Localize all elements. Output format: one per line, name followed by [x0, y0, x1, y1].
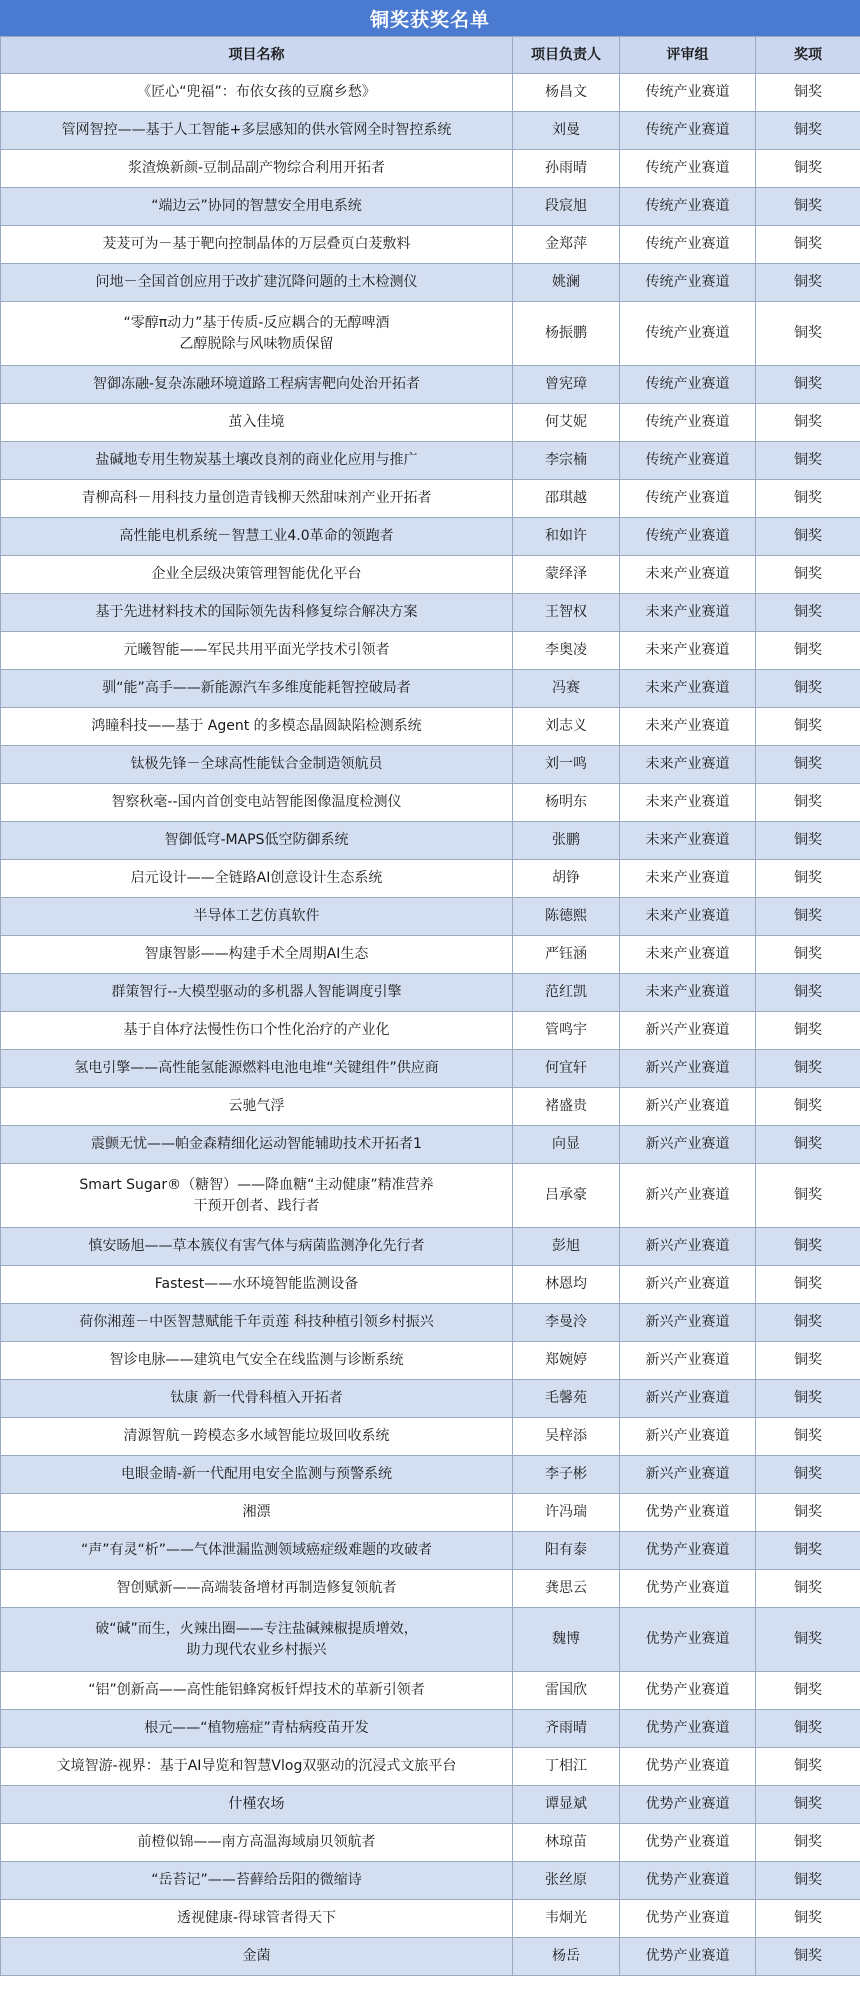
table-row [1, 226, 860, 264]
cell-award: 铜奖 [756, 264, 860, 302]
table-row [1, 264, 860, 302]
cell-project-name: 电眼金睛-新一代配用电安全监测与预警系统 [1, 1456, 513, 1494]
cell-award: 铜奖 [756, 1304, 860, 1342]
cell-award: 铜奖 [756, 480, 860, 518]
cell-project-leader: 李曼泠 [513, 1304, 620, 1342]
cell-review-group: 未来产业赛道 [620, 632, 756, 670]
cell-review-group: 传统产业赛道 [620, 404, 756, 442]
cell-project-name: 《匠心“兜福”：布依女孩的豆腐乡愁》 [1, 74, 513, 112]
cell-project-leader: 吴梓添 [513, 1418, 620, 1456]
table-row [1, 150, 860, 188]
header-row [1, 37, 860, 74]
cell-award: 铜奖 [756, 632, 860, 670]
cell-project-name: 鸿瞳科技——基于 Agent 的多模态晶圆缺陷检测系统 [1, 708, 513, 746]
cell-project-name: 智创赋新——高端装备增材再制造修复领航者 [1, 1570, 513, 1608]
cell-project-leader: 李宗楠 [513, 442, 620, 480]
cell-project-leader: 姚澜 [513, 264, 620, 302]
table-row [1, 708, 860, 746]
table-row [1, 822, 860, 860]
cell-review-group: 未来产业赛道 [620, 708, 756, 746]
cell-project-leader: 杨岳 [513, 1938, 620, 1976]
table-row [1, 366, 860, 404]
cell-review-group: 传统产业赛道 [620, 112, 756, 150]
table-row [1, 670, 860, 708]
cell-project-leader: 孙雨晴 [513, 150, 620, 188]
cell-project-name: “铝”创新高——高性能铝蜂窝板钎焊技术的革新引领者 [1, 1672, 513, 1710]
cell-project-leader: 林恩均 [513, 1266, 620, 1304]
table-row [1, 480, 860, 518]
cell-project-name: “岳苔记”——苔藓给岳阳的微缩诗 [1, 1862, 513, 1900]
cell-project-name: 智御低穹-MAPS低空防御系统 [1, 822, 513, 860]
cell-project-name: 企业全层级决策管理智能优化平台 [1, 556, 513, 594]
table-row [1, 1088, 860, 1126]
cell-review-group: 未来产业赛道 [620, 746, 756, 784]
table-row [1, 1456, 860, 1494]
cell-project-leader: 杨明东 [513, 784, 620, 822]
table-row [1, 1900, 860, 1938]
cell-award: 铜奖 [756, 1164, 860, 1228]
cell-award: 铜奖 [756, 1532, 860, 1570]
cell-award: 铜奖 [756, 1266, 860, 1304]
table-row [1, 1342, 860, 1380]
cell-project-name: 荷你湘莲－中医智慧赋能千年贡莲 科技种植引领乡村振兴 [1, 1304, 513, 1342]
cell-project-name: 什槿农场 [1, 1786, 513, 1824]
table-row [1, 1164, 860, 1228]
cell-review-group: 新兴产业赛道 [620, 1088, 756, 1126]
cell-project-leader: 刘一鸣 [513, 746, 620, 784]
cell-project-leader: 阳有泰 [513, 1532, 620, 1570]
cell-review-group: 优势产业赛道 [620, 1786, 756, 1824]
cell-project-leader: 谭显斌 [513, 1786, 620, 1824]
cell-award: 铜奖 [756, 1608, 860, 1672]
table-row [1, 784, 860, 822]
cell-award: 铜奖 [756, 302, 860, 366]
cell-project-leader: 刘曼 [513, 112, 620, 150]
table-row [1, 556, 860, 594]
cell-award: 铜奖 [756, 898, 860, 936]
table-row [1, 302, 860, 366]
cell-project-name: 盐碱地专用生物炭基土壤改良剂的商业化应用与推广 [1, 442, 513, 480]
cell-project-name: 智诊电脉——建筑电气安全在线监测与诊断系统 [1, 1342, 513, 1380]
table-row [1, 1748, 860, 1786]
cell-review-group: 新兴产业赛道 [620, 1342, 756, 1380]
cell-project-name: 破“碱”而生，火辣出圈——专注盐碱辣椒提质增效， 助力现代农业乡村振兴 [1, 1608, 513, 1672]
cell-award: 铜奖 [756, 594, 860, 632]
cell-review-group: 新兴产业赛道 [620, 1126, 756, 1164]
header-project-name: 项目名称 [1, 37, 513, 74]
cell-project-name: “端边云”协同的智慧安全用电系统 [1, 188, 513, 226]
cell-project-name: 茇茇可为－基于靶向控制晶体的万层叠页白茇敷料 [1, 226, 513, 264]
cell-project-name: 根元——“植物癌症”青枯病疫苗开发 [1, 1710, 513, 1748]
cell-project-name: 管网智控——基于人工智能+多层感知的供水管网全时智控系统 [1, 112, 513, 150]
cell-project-name: 浆渣焕新颜-豆制品副产物综合利用开拓者 [1, 150, 513, 188]
cell-review-group: 新兴产业赛道 [620, 1456, 756, 1494]
table-row [1, 404, 860, 442]
cell-award: 铜奖 [756, 860, 860, 898]
table-row [1, 1938, 860, 1976]
cell-project-name: 基于先进材料技术的国际领先齿科修复综合解决方案 [1, 594, 513, 632]
table-row [1, 1532, 860, 1570]
cell-award: 铜奖 [756, 1126, 860, 1164]
cell-project-leader: 李子彬 [513, 1456, 620, 1494]
cell-project-leader: 陈德熙 [513, 898, 620, 936]
cell-project-leader: 雷国欣 [513, 1672, 620, 1710]
list-title: 铜奖获奖名单 [0, 0, 860, 36]
cell-award: 铜奖 [756, 822, 860, 860]
cell-project-leader: 冯赛 [513, 670, 620, 708]
cell-award: 铜奖 [756, 226, 860, 264]
cell-award: 铜奖 [756, 708, 860, 746]
cell-review-group: 未来产业赛道 [620, 556, 756, 594]
cell-award: 铜奖 [756, 1824, 860, 1862]
award-table [0, 36, 860, 1976]
cell-review-group: 未来产业赛道 [620, 822, 756, 860]
cell-project-leader: 韦炯光 [513, 1900, 620, 1938]
table-row [1, 442, 860, 480]
cell-project-name: 元曦智能——军民共用平面光学技术引领者 [1, 632, 513, 670]
cell-project-leader: 林琼苗 [513, 1824, 620, 1862]
cell-review-group: 传统产业赛道 [620, 188, 756, 226]
cell-project-name: 高性能电机系统－智慧工业4.0革命的领跑者 [1, 518, 513, 556]
cell-award: 铜奖 [756, 1862, 860, 1900]
cell-review-group: 传统产业赛道 [620, 518, 756, 556]
cell-project-leader: 何宜轩 [513, 1050, 620, 1088]
cell-project-name: 钛康 新一代骨科植入开拓者 [1, 1380, 513, 1418]
table-row [1, 1012, 860, 1050]
cell-award: 铜奖 [756, 936, 860, 974]
table-row [1, 112, 860, 150]
cell-award: 铜奖 [756, 1938, 860, 1976]
cell-project-leader: 张丝原 [513, 1862, 620, 1900]
cell-award: 铜奖 [756, 746, 860, 784]
table-row [1, 974, 860, 1012]
cell-review-group: 未来产业赛道 [620, 974, 756, 1012]
cell-award: 铜奖 [756, 556, 860, 594]
cell-award: 铜奖 [756, 1012, 860, 1050]
cell-award: 铜奖 [756, 1228, 860, 1266]
cell-review-group: 优势产业赛道 [620, 1862, 756, 1900]
cell-project-leader: 段宸旭 [513, 188, 620, 226]
cell-project-name: 钛极先锋－全球高性能钛合金制造领航员 [1, 746, 513, 784]
cell-award: 铜奖 [756, 1786, 860, 1824]
cell-project-name: 智察秋毫--国内首创变电站智能图像温度检测仪 [1, 784, 513, 822]
cell-award: 铜奖 [756, 1710, 860, 1748]
cell-project-leader: 张鹏 [513, 822, 620, 860]
cell-review-group: 传统产业赛道 [620, 150, 756, 188]
cell-award: 铜奖 [756, 442, 860, 480]
cell-review-group: 优势产业赛道 [620, 1570, 756, 1608]
cell-award: 铜奖 [756, 404, 860, 442]
cell-review-group: 传统产业赛道 [620, 480, 756, 518]
table-row [1, 1824, 860, 1862]
cell-project-name: 震颤无忧——帕金森精细化运动智能辅助技术开拓者1 [1, 1126, 513, 1164]
cell-review-group: 新兴产业赛道 [620, 1164, 756, 1228]
table-row [1, 1494, 860, 1532]
cell-project-name: 云驰气浮 [1, 1088, 513, 1126]
cell-project-name: 文境智游-视界：基于AI导览和智慧Vlog双驱动的沉浸式文旅平台 [1, 1748, 513, 1786]
cell-award: 铜奖 [756, 518, 860, 556]
header-project-leader: 项目负责人 [513, 37, 620, 74]
cell-review-group: 未来产业赛道 [620, 670, 756, 708]
cell-award: 铜奖 [756, 974, 860, 1012]
cell-award: 铜奖 [756, 1494, 860, 1532]
cell-project-name: 半导体工艺仿真软件 [1, 898, 513, 936]
cell-review-group: 传统产业赛道 [620, 366, 756, 404]
cell-project-leader: 何艾妮 [513, 404, 620, 442]
cell-project-name: 氢电引擎——高性能氢能源燃料电池电堆“关键组件”供应商 [1, 1050, 513, 1088]
cell-project-name: 金菌 [1, 1938, 513, 1976]
cell-project-name: 前橙似锦——南方高温海域扇贝领航者 [1, 1824, 513, 1862]
table-row [1, 746, 860, 784]
cell-project-leader: 王智权 [513, 594, 620, 632]
table-row [1, 936, 860, 974]
cell-project-leader: 邵琪越 [513, 480, 620, 518]
header-review-group: 评审组 [620, 37, 756, 74]
cell-project-name: 透视健康-得球管者得天下 [1, 1900, 513, 1938]
table-row [1, 898, 860, 936]
cell-review-group: 新兴产业赛道 [620, 1304, 756, 1342]
cell-project-leader: 许冯瑞 [513, 1494, 620, 1532]
cell-review-group: 未来产业赛道 [620, 784, 756, 822]
cell-award: 铜奖 [756, 150, 860, 188]
award-rows [1, 74, 860, 1976]
cell-award: 铜奖 [756, 1050, 860, 1088]
cell-review-group: 新兴产业赛道 [620, 1418, 756, 1456]
cell-project-leader: 杨振鹏 [513, 302, 620, 366]
cell-project-leader: 毛馨苑 [513, 1380, 620, 1418]
cell-project-name: 茧入佳境 [1, 404, 513, 442]
cell-project-name: 清源智航－跨模态多水域智能垃圾回收系统 [1, 1418, 513, 1456]
cell-project-leader: 管鸣宇 [513, 1012, 620, 1050]
cell-review-group: 优势产业赛道 [620, 1532, 756, 1570]
table-row [1, 1380, 860, 1418]
cell-project-leader: 范红凯 [513, 974, 620, 1012]
cell-project-name: 驯“能”高手——新能源汽车多维度能耗智控破局者 [1, 670, 513, 708]
cell-review-group: 未来产业赛道 [620, 936, 756, 974]
cell-award: 铜奖 [756, 1748, 860, 1786]
cell-award: 铜奖 [756, 1672, 860, 1710]
cell-review-group: 传统产业赛道 [620, 264, 756, 302]
cell-project-leader: 齐雨晴 [513, 1710, 620, 1748]
table-row [1, 594, 860, 632]
cell-award: 铜奖 [756, 112, 860, 150]
cell-project-name: 慎安旸旭——草本簇仪有害气体与病菌监测净化先行者 [1, 1228, 513, 1266]
cell-award: 铜奖 [756, 1456, 860, 1494]
cell-award: 铜奖 [756, 1380, 860, 1418]
cell-project-name: Smart Sugar®（糖智）——降血糖“主动健康”精准营养 干预开创者、践行者 [1, 1164, 513, 1228]
cell-project-leader: 向显 [513, 1126, 620, 1164]
cell-review-group: 传统产业赛道 [620, 442, 756, 480]
header-award: 奖项 [756, 37, 860, 74]
cell-review-group: 优势产业赛道 [620, 1900, 756, 1938]
cell-project-name: Fastest——水环境智能监测设备 [1, 1266, 513, 1304]
cell-award: 铜奖 [756, 1418, 860, 1456]
table-row [1, 1266, 860, 1304]
cell-project-leader: 和如许 [513, 518, 620, 556]
table-row [1, 1570, 860, 1608]
cell-review-group: 优势产业赛道 [620, 1938, 756, 1976]
cell-project-leader: 曾宪璋 [513, 366, 620, 404]
cell-project-name: “零醇π动力”基于传质-反应耦合的无醇啤酒 乙醇脱除与风味物质保留 [1, 302, 513, 366]
cell-project-leader: 龚思云 [513, 1570, 620, 1608]
cell-review-group: 新兴产业赛道 [620, 1012, 756, 1050]
cell-project-leader: 彭旭 [513, 1228, 620, 1266]
cell-review-group: 优势产业赛道 [620, 1824, 756, 1862]
table-row [1, 1672, 860, 1710]
cell-review-group: 传统产业赛道 [620, 74, 756, 112]
cell-project-name: 湘漂 [1, 1494, 513, 1532]
cell-review-group: 优势产业赛道 [620, 1748, 756, 1786]
cell-review-group: 未来产业赛道 [620, 898, 756, 936]
cell-award: 铜奖 [756, 784, 860, 822]
table-row [1, 518, 860, 556]
cell-review-group: 优势产业赛道 [620, 1608, 756, 1672]
cell-review-group: 优势产业赛道 [620, 1494, 756, 1532]
cell-review-group: 优势产业赛道 [620, 1672, 756, 1710]
cell-project-leader: 魏博 [513, 1608, 620, 1672]
cell-review-group: 传统产业赛道 [620, 226, 756, 264]
cell-project-name: 智御冻融-复杂冻融环境道路工程病害靶向处治开拓者 [1, 366, 513, 404]
cell-award: 铜奖 [756, 670, 860, 708]
cell-award: 铜奖 [756, 1570, 860, 1608]
cell-project-name: 基于自体疗法慢性伤口个性化治疗的产业化 [1, 1012, 513, 1050]
cell-project-leader: 李奥凌 [513, 632, 620, 670]
table-row [1, 632, 860, 670]
cell-project-name: 智康智影——构建手术全周期AI生态 [1, 936, 513, 974]
cell-project-leader: 胡铮 [513, 860, 620, 898]
cell-review-group: 新兴产业赛道 [620, 1228, 756, 1266]
cell-project-name: 启元设计——全链路AI创意设计生态系统 [1, 860, 513, 898]
cell-project-leader: 蒙绎泽 [513, 556, 620, 594]
cell-project-leader: 金郑萍 [513, 226, 620, 264]
table-row [1, 860, 860, 898]
table-row [1, 1710, 860, 1748]
cell-project-leader: 褚盛贵 [513, 1088, 620, 1126]
cell-review-group: 新兴产业赛道 [620, 1266, 756, 1304]
cell-project-name: 问地－全国首创应用于改扩建沉降问题的土木检测仪 [1, 264, 513, 302]
cell-project-leader: 杨昌文 [513, 74, 620, 112]
cell-award: 铜奖 [756, 1088, 860, 1126]
cell-project-leader: 郑婉婷 [513, 1342, 620, 1380]
cell-review-group: 优势产业赛道 [620, 1710, 756, 1748]
cell-review-group: 未来产业赛道 [620, 594, 756, 632]
cell-award: 铜奖 [756, 366, 860, 404]
cell-award: 铜奖 [756, 1900, 860, 1938]
cell-project-name: 群策智行--大模型驱动的多机器人智能调度引擎 [1, 974, 513, 1012]
cell-award: 铜奖 [756, 1342, 860, 1380]
table-row [1, 1418, 860, 1456]
cell-award: 铜奖 [756, 74, 860, 112]
table-row [1, 1228, 860, 1266]
cell-review-group: 新兴产业赛道 [620, 1380, 756, 1418]
table-row [1, 1608, 860, 1672]
table-row [1, 1786, 860, 1824]
table-row [1, 1304, 860, 1342]
cell-project-leader: 吕承豪 [513, 1164, 620, 1228]
cell-review-group: 新兴产业赛道 [620, 1050, 756, 1088]
table-row [1, 1126, 860, 1164]
cell-award: 铜奖 [756, 188, 860, 226]
cell-project-leader: 刘志义 [513, 708, 620, 746]
table-row [1, 74, 860, 112]
cell-project-name: “声”有灵“析”——气体泄漏监测领域癌症级难题的攻破者 [1, 1532, 513, 1570]
cell-review-group: 传统产业赛道 [620, 302, 756, 366]
table-row [1, 1862, 860, 1900]
cell-review-group: 未来产业赛道 [620, 860, 756, 898]
cell-project-name: 青柳高科－用科技力量创造青钱柳天然甜味剂产业开拓者 [1, 480, 513, 518]
cell-project-leader: 严钰涵 [513, 936, 620, 974]
table-row [1, 1050, 860, 1088]
table-row [1, 188, 860, 226]
cell-project-leader: 丁相江 [513, 1748, 620, 1786]
